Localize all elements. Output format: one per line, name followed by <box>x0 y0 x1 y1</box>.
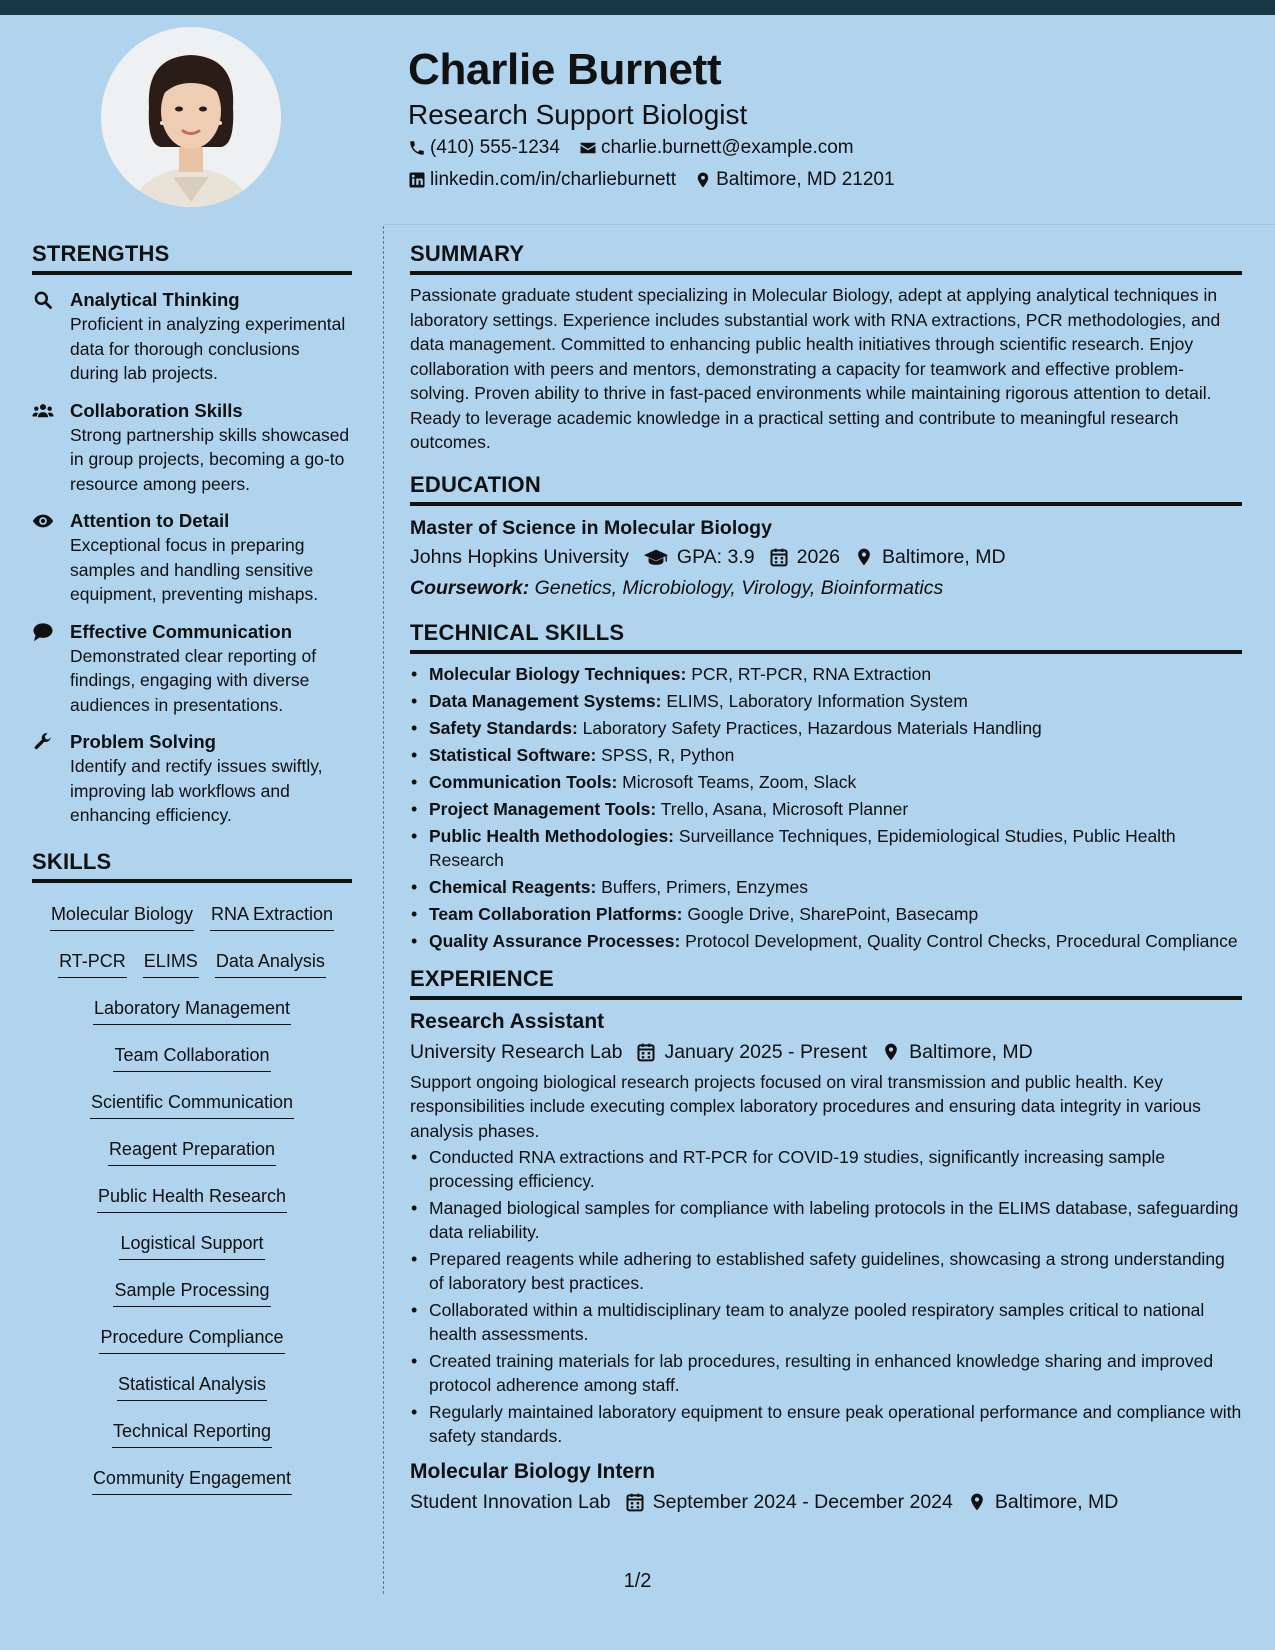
candidate-title: Research Support Biologist <box>408 99 748 130</box>
job-org-text: Student Innovation Lab <box>410 1491 611 1513</box>
tech-skill-item <box>410 824 1242 872</box>
school-name <box>410 541 629 573</box>
strength-desc: Proficient in analyzing experimental data for thorough conclusions during lab projects. <box>70 314 346 383</box>
tech-skill-item <box>410 743 1242 767</box>
year-text: 2026 <box>796 545 840 568</box>
tech-skill-label: Public Health Methodologies: <box>429 825 675 846</box>
job-dates <box>636 1036 867 1068</box>
strength-desc: Demonstrated clear reporting of findings, engaging with diverse audiences in presentations. <box>70 645 317 715</box>
strengths-heading: STRENGTHS <box>32 240 352 275</box>
map-pin-icon <box>854 547 874 567</box>
coursework-text: Genetics, Microbiology, Virology, Bioinformatics <box>534 576 944 599</box>
job-bullet: • Prepared reagents while adhering to established safety guidelines, showcasing a strong understanding of laboratory best practices. <box>410 1247 1242 1295</box>
strength-title: Effective Communication <box>70 620 293 642</box>
skill-tag: Data Analysis <box>215 945 326 978</box>
comment-icon <box>32 619 70 718</box>
technical-skills-heading: TECHNICAL SKILLS <box>410 619 1242 654</box>
gpa-item <box>643 541 755 573</box>
job-org <box>410 1486 611 1518</box>
tech-skill-label: Molecular Biology Techniques: <box>429 663 687 684</box>
map-pin-icon <box>881 1042 901 1062</box>
year-item <box>769 541 840 573</box>
job-bullets <box>410 1145 1242 1448</box>
candidate-name: Charlie Burnett <box>408 45 722 94</box>
email-text: charlie.burnett@example.com <box>600 137 854 158</box>
tech-skill-label: Safety Standards: <box>429 717 578 738</box>
phone-contact[interactable] <box>408 137 560 159</box>
calendar-icon <box>636 1042 656 1062</box>
job-dates-text: January 2025 - Present <box>664 1040 868 1063</box>
skill-tag: Scientific Communication <box>90 1086 294 1119</box>
technical-skills-section <box>410 619 1242 953</box>
search-icon <box>32 287 70 386</box>
experience-section <box>410 965 1242 1519</box>
linkedin-text: linkedin.com/in/charlieburnett <box>430 169 677 190</box>
experience-heading: EXPERIENCE <box>410 965 1242 1000</box>
users-icon <box>32 398 70 497</box>
tech-skill-label: Chemical Reagents: <box>429 876 597 897</box>
location-contact <box>694 169 894 191</box>
calendar-icon <box>625 1492 645 1512</box>
tech-skill-item <box>410 902 1242 926</box>
education-section <box>410 471 1242 603</box>
envelope-icon <box>578 139 598 157</box>
technical-skills-list <box>410 662 1242 953</box>
job-bullet: • Conducted RNA extractions and RT-PCR for COVID-19 studies, significantly increasing sample processing efficiency. <box>410 1145 1242 1193</box>
calendar-icon <box>769 547 789 567</box>
job-title: Research Assistant <box>410 1009 605 1033</box>
strength-desc: Strong partnership skills showcased in group projects, becoming a go-to resource among peers. <box>70 424 350 494</box>
page-number <box>0 1570 1275 1593</box>
strength-title: Attention to Detail <box>70 510 230 531</box>
strength-item <box>32 508 352 607</box>
job-location <box>881 1036 1033 1068</box>
summary-heading: SUMMARY <box>410 240 1242 275</box>
job-location <box>967 1486 1119 1518</box>
job-meta <box>410 1036 1242 1068</box>
tech-skill-item <box>410 929 1242 953</box>
skill-tag: Technical Reporting <box>112 1415 272 1448</box>
tech-skill-value: Microsoft Teams, Zoom, Slack <box>622 771 857 792</box>
tech-skill-item <box>410 797 1242 821</box>
strength-item <box>32 287 352 386</box>
strength-item <box>32 398 352 497</box>
tech-skill-value: Google Drive, SharePoint, Basecamp <box>687 903 979 924</box>
skill-tag: Community Engagement <box>92 1462 292 1495</box>
education-heading: EDUCATION <box>410 471 1242 506</box>
strength-desc: Exceptional focus in preparing samples and handling sensitive equipment, preventing mishaps. <box>70 535 319 604</box>
skill-tag: Procedure Compliance <box>99 1321 284 1354</box>
phone-icon <box>408 139 426 157</box>
skill-tag: Team Collaboration <box>113 1039 270 1072</box>
skill-tag: Molecular Biology <box>50 898 194 931</box>
contact-row-1 <box>408 132 1248 164</box>
job-dates <box>625 1486 953 1518</box>
tech-skill-value: Protocol Development, Quality Control Checks, Procedural Compliance <box>685 930 1238 951</box>
graduation-cap-icon <box>643 547 669 567</box>
tech-skill-label: Team Collaboration Platforms: <box>429 903 683 924</box>
tech-skill-item <box>410 875 1242 899</box>
strength-title: Problem Solving <box>70 731 216 752</box>
tech-skill-value: Buffers, Primers, Enzymes <box>601 876 808 897</box>
resume-header <box>408 40 1248 196</box>
map-pin-icon <box>967 1492 987 1512</box>
page-number-text: 1/2 <box>623 1570 652 1592</box>
tech-skill-item <box>410 716 1242 740</box>
skills-heading: SKILLS <box>32 848 352 883</box>
wrench-icon <box>32 729 70 828</box>
job-bullet: • Collaborated within a multidisciplinary team to analyze pooled respiratory samples critical to national health assessments. <box>410 1298 1242 1346</box>
job-org <box>410 1036 622 1068</box>
tech-skill-value: SPSS, R, Python <box>601 744 735 765</box>
job-title: Molecular Biology Intern <box>410 1460 656 1483</box>
skill-tag: Statistical Analysis <box>117 1368 267 1401</box>
top-accent-bar <box>0 0 1275 15</box>
strength-title: Analytical Thinking <box>70 289 240 310</box>
education-meta <box>410 541 1242 573</box>
gpa-text: GPA: 3.9 <box>676 545 755 568</box>
location-text: Baltimore, MD 21201 <box>716 169 895 190</box>
tech-skill-item <box>410 689 1242 713</box>
tech-skill-value: Trello, Asana, Microsoft Planner <box>660 798 909 819</box>
tech-skill-label: Project Management Tools: <box>429 798 657 819</box>
skills-tag-list <box>32 893 352 1504</box>
right-column <box>410 240 1242 1518</box>
tech-skill-value: Laboratory Safety Practices, Hazardous Materials Handling <box>582 717 1042 738</box>
tech-skill-value: Surveillance Techniques, Epidemiological Studies, Public Health Research <box>429 825 1176 870</box>
coursework-line <box>410 573 1242 603</box>
skill-tag: Logistical Support <box>119 1227 264 1260</box>
tech-skill-item <box>410 770 1242 794</box>
tech-skill-label: Communication Tools: <box>429 771 618 792</box>
job-description: Support ongoing biological research projects focused on viral transmission and public health. Key responsibilities include executing complex laboratory procedures and ensuring data integrity in various analysis phases. <box>410 1071 1201 1141</box>
summary-text: Passionate graduate student specializing in Molecular Biology, adept at applying analytical techniques in laboratory settings. Experience includes substantial work with RNA extractions, PCR methodologies, and data management. Committed to enhancing public health initiatives through scientific research. Enjoy collaboration with peers and mentors, demonstrating a capacity for teamwork and effective problem-solving. Proven ability to thrive in fast-paced environments while maintaining rigorous attention to detail. Ready to leverage academic knowledge in a practical setting and contribute to meaningful research outcomes. <box>410 285 1221 452</box>
job-org-text: University Research Lab <box>410 1040 623 1063</box>
strength-desc: Identify and rectify issues swiftly, improving lab workflows and enhancing efficiency. <box>70 756 323 825</box>
skill-tag: RNA Extraction <box>210 898 334 931</box>
phone-text: (410) 555-1234 <box>430 137 560 158</box>
portrait-illustration <box>101 27 281 207</box>
coursework-label: Coursework: <box>410 576 530 599</box>
tech-skill-label: Data Management Systems: <box>429 690 662 711</box>
skill-tag: Public Health Research <box>97 1180 287 1213</box>
skill-tag: Laboratory Management <box>93 992 291 1025</box>
tech-skill-value: PCR, RT-PCR, RNA Extraction <box>691 663 932 684</box>
header-divider <box>384 224 1275 225</box>
map-pin-icon <box>694 171 712 189</box>
job-bullet: • Managed biological samples for compliance with labeling protocols in the ELIMS database, safeguarding data reliability. <box>410 1196 1242 1244</box>
column-divider <box>383 226 384 1594</box>
strength-item <box>32 619 352 718</box>
strength-title: Collaboration Skills <box>70 399 243 421</box>
left-column <box>32 240 352 1504</box>
linkedin-contact[interactable] <box>408 169 676 191</box>
skill-tag: Reagent Preparation <box>108 1133 276 1166</box>
job-bullet: • Created training materials for lab procedures, resulting in enhanced knowledge sharing and improved protocol adherence among staff. <box>410 1349 1242 1397</box>
tech-skill-label: Quality Assurance Processes: <box>429 930 681 951</box>
contact-row-2 <box>408 164 1248 196</box>
job-location-text: Baltimore, MD <box>994 1491 1119 1513</box>
school-text: Johns Hopkins University <box>410 545 629 568</box>
tech-skill-value: ELIMS, Laboratory Information System <box>666 690 968 711</box>
tech-skill-label: Statistical Software: <box>429 744 597 765</box>
strength-item <box>32 729 352 828</box>
eye-icon <box>32 508 70 607</box>
skill-tag: ELIMS <box>143 945 199 978</box>
edu-location-item <box>854 541 1006 573</box>
email-contact[interactable] <box>578 137 854 159</box>
profile-photo <box>101 27 281 207</box>
degree-title: Master of Science in Molecular Biology <box>410 516 772 539</box>
linkedin-icon <box>408 171 426 189</box>
job-bullet: • Regularly maintained laboratory equipment to ensure peak operational performance and compliance with safety standards. <box>410 1400 1242 1448</box>
skill-tag: RT-PCR <box>58 945 127 978</box>
job-dates-text: September 2024 - December 2024 <box>652 1491 953 1513</box>
skill-tag: Sample Processing <box>113 1274 270 1307</box>
job-meta <box>410 1486 1242 1518</box>
tech-skill-item <box>410 662 1242 686</box>
job-location-text: Baltimore, MD <box>909 1040 1033 1063</box>
edu-location-text: Baltimore, MD <box>882 545 1006 568</box>
